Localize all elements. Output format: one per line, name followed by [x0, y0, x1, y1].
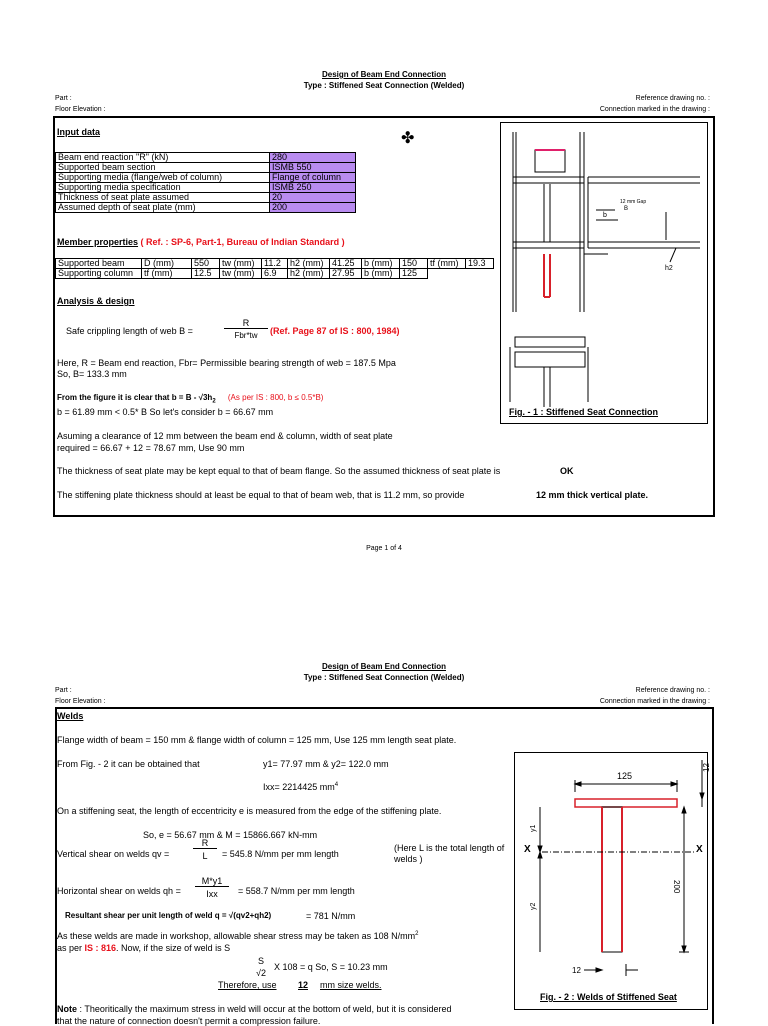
workshop-line: As these welds are made in workshop, allowable shear stress may be taken as 108 $N/mm^2$ — [57, 931, 419, 941]
so-e-line: So, e = 56.67 mm & M = 15866.667 kN-mm — [143, 830, 318, 840]
member-heading-text: Member properties — [57, 237, 139, 247]
crippling-ref: (Ref. Page 87 of IS : 800, 1984) — [270, 326, 400, 336]
fig1-h2-label: h2 — [665, 265, 673, 272]
input-label: Assumed depth of seat plate (mm) — [56, 203, 270, 213]
connection-label: Connection marked in the drawing : — [599, 106, 710, 113]
horiz-den: Ixx — [206, 889, 218, 899]
vert-note: (Here L is the total length of welds ) — [394, 843, 505, 864]
page2-subtitle: Type : Stiffened Seat Connection (Welded) — [303, 673, 465, 682]
table-row — [56, 173, 356, 183]
input-value[interactable]: ISMB 250 — [270, 183, 356, 193]
so-b-text: So, B= 133.3 mm — [57, 369, 127, 379]
table-cell: b (mm) — [362, 269, 400, 279]
page2-part-label: Part : — [55, 687, 72, 694]
vert-den: L — [202, 851, 208, 861]
fig1-b-label: b — [603, 212, 607, 219]
table-row — [56, 269, 494, 279]
fig2-y1-label: y1 — [530, 824, 537, 832]
fig2-drawing — [514, 752, 711, 1010]
crippling-numerator: R — [224, 318, 268, 329]
input-label: Beam end reaction "R" (kN) — [56, 153, 270, 163]
thickness-result: OK — [560, 466, 574, 476]
flange-line: Flange width of beam = 150 mm & flange width of column = 125 mm, Use 125 mm length seat plate. — [57, 735, 457, 745]
b-line: b = 61.89 mm < 0.5* B So let's consider b = 66.67 mm — [57, 407, 274, 417]
horiz-label: Horizontal shear on welds qh = — [57, 886, 181, 896]
input-data-heading: Input data — [57, 127, 100, 137]
input-value[interactable]: 280 — [270, 153, 356, 163]
fig1-drawing — [500, 122, 708, 424]
table-cell: tw (mm) — [220, 269, 262, 279]
fig2-x-left: X — [524, 844, 531, 855]
page1-title: Design of Beam End Connection — [321, 70, 446, 79]
weld-size-unit: mm size welds. — [320, 980, 382, 990]
weld-eq-num: S — [257, 956, 264, 966]
vert-value: = 545.8 N/mm per mm length — [222, 849, 339, 859]
as-per-a: as per — [57, 943, 85, 953]
input-label: Supported beam section — [56, 163, 270, 173]
input-label: Supporting media (flange/web of column) — [56, 173, 270, 183]
table-row — [56, 153, 356, 163]
table-cell: b (mm) — [362, 259, 400, 269]
fig1-B-label: B — [624, 206, 629, 212]
fig2-line-b: y1= 77.97 mm & y2= 122.0 mm — [263, 759, 389, 769]
fig1-gap-label: 12 mm Gap — [620, 199, 647, 205]
table-cell: 6.9 — [262, 269, 288, 279]
horiz-value: = 558.7 N/mm per mm length — [238, 886, 355, 896]
therefore-text: Therefore, use — [218, 980, 277, 990]
fig2-125-label: 125 — [617, 771, 633, 781]
result-label: Resultant shear per unit length of weld q = √(qv2+qh2) — [65, 911, 272, 920]
table-cell: 150 — [400, 259, 428, 269]
here-text: Here, R = Beam end reaction, Fbr= Permissible bearing strength of web = 187.5 Mpa — [57, 358, 396, 368]
ref-drawing-label: Reference drawing no. : — [635, 95, 710, 102]
table-cell: 550 — [192, 259, 220, 269]
page1-subtitle: Type : Stiffened Seat Connection (Welded) — [303, 81, 465, 90]
analysis-heading: Analysis & design — [57, 296, 135, 306]
table-cell: 12.5 — [192, 269, 220, 279]
ecc-line: On a stiffening seat, the length of eccentricity e is measured from the edge of the stiffening plate. — [57, 806, 442, 816]
table-cell: Supported beam — [56, 259, 142, 269]
fig2-12-bottom-label: 12 — [572, 966, 581, 975]
note-label: Note — [57, 1004, 77, 1014]
input-table — [55, 152, 356, 213]
horiz-num: M*y1 — [195, 876, 229, 887]
stiff-text: The stiffening plate thickness should at least be equal to that of beam web, that is 11.2 mm, so provide — [57, 490, 465, 500]
crippling-denominator: Fbr*tw — [234, 331, 258, 340]
table-row — [56, 183, 356, 193]
table-cell: 27.95 — [330, 269, 362, 279]
input-value[interactable]: 20 — [270, 193, 356, 203]
note-line — [57, 1004, 451, 1014]
member-ref-text: ( Ref. : SP-6, Part-1, Bureau of Indian Standard ) — [140, 237, 345, 247]
note-text: : Theoritically the maximum stress in weld will occur at the bottom of weld, but it is considered — [77, 1004, 452, 1014]
pinwheel-icon: ✤ — [401, 130, 415, 147]
table-cell: h2 (mm) — [288, 269, 330, 279]
ixx-line: Ixx= 2214425 $mm^4$ — [263, 782, 339, 792]
table-cell — [428, 269, 466, 279]
thickness-text: The thickness of seat plate may be kept equal to that of beam flange. So the assumed thickness of seat plate is — [57, 466, 501, 476]
vert-label: Vertical shear on welds qv = — [57, 849, 170, 859]
floor-label: Floor Elevation : — [55, 106, 106, 113]
weld-eq-den: √2 — [256, 968, 266, 978]
table-row — [56, 259, 494, 269]
ixx-text: Ixx= 2214425 mm — [263, 782, 335, 792]
fig2-x-right: X — [696, 844, 703, 855]
crippling-label: Safe crippling length of web B = — [66, 326, 193, 336]
input-value[interactable]: 200 — [270, 203, 356, 213]
table-cell: tf (mm) — [428, 259, 466, 269]
clearance-line-1: Asuming a clearance of 12 mm between the beam end & column, width of seat plate — [57, 431, 393, 441]
table-cell: Supporting column — [56, 269, 142, 279]
table-cell: 19.3 — [466, 259, 494, 269]
page1-number: Page 1 of 4 — [366, 545, 402, 552]
table-cell: 125 — [400, 269, 428, 279]
clearance-line-2: required = 66.67 + 12 = 78.67 mm, Use 90 mm — [57, 443, 245, 453]
vert-num: R — [193, 838, 217, 849]
workshop-text: As these welds are made in workshop, allowable shear stress may be taken as 108 N/mm — [57, 931, 416, 941]
note-line-2: that the nature of connection doesn't permit a compression failure. — [57, 1016, 321, 1026]
weld-size: 12 — [298, 980, 309, 990]
member-table — [55, 258, 494, 279]
table-cell: 11.2 — [262, 259, 288, 269]
table-cell — [466, 269, 494, 279]
table-cell: D (mm) — [142, 259, 192, 269]
fig2-caption: Fig. - 2 : Welds of Stiffened Seat — [540, 992, 677, 1002]
part-label: Part : — [55, 95, 72, 102]
input-value[interactable]: ISMB 550 — [270, 163, 356, 173]
input-label: Thickness of seat plate assumed — [56, 193, 270, 203]
input-value[interactable]: Flange of column — [270, 173, 356, 183]
fig1-caption: Fig. - 1 : Stiffened Seat Connection — [509, 407, 659, 417]
page2-conn-label: Connection marked in the drawing : — [599, 698, 710, 705]
table-row — [56, 163, 356, 173]
table-cell: 41.25 — [330, 259, 362, 269]
fig2-line-a: From Fig. - 2 it can be obtained that — [57, 759, 200, 769]
table-cell: tf (mm) — [142, 269, 192, 279]
figure-formula: From the figure it is clear that b = B - √3h — [57, 393, 213, 402]
fig2-12-top-label: 12 — [702, 763, 711, 772]
result-value: = 781 N/mm — [306, 911, 356, 921]
welds-heading: Welds — [57, 711, 84, 721]
figure-text: From the figure it is clear that $b = B - √3h_2$ (As per IS : 800, b ≤ 0.5*B) — [57, 393, 324, 405]
fig2-y2-label: y2 — [530, 902, 537, 910]
fig2-200-label: 200 — [672, 880, 681, 894]
input-label: Supporting media specification — [56, 183, 270, 193]
as-per-line — [57, 943, 230, 953]
weld-eq: X 108 = q So, S = 10.23 mm — [274, 962, 388, 972]
table-cell: tw (mm) — [220, 259, 262, 269]
table-row — [56, 203, 356, 213]
page2-title: Design of Beam End Connection — [321, 662, 446, 671]
figure-ref: (As per IS : 800, b ≤ 0.5*B) — [227, 393, 324, 402]
stiff-result: 12 mm thick vertical plate. — [536, 490, 649, 500]
table-row — [56, 193, 356, 203]
page2-floor-label: Floor Elevation : — [55, 698, 106, 705]
page2-ref-label: Reference drawing no. : — [635, 687, 710, 694]
as-per-is: IS : 816 — [84, 943, 117, 953]
as-per-b: . Now, if the size of weld is S — [116, 943, 231, 953]
member-properties-heading — [57, 237, 345, 247]
table-cell: h2 (mm) — [288, 259, 330, 269]
